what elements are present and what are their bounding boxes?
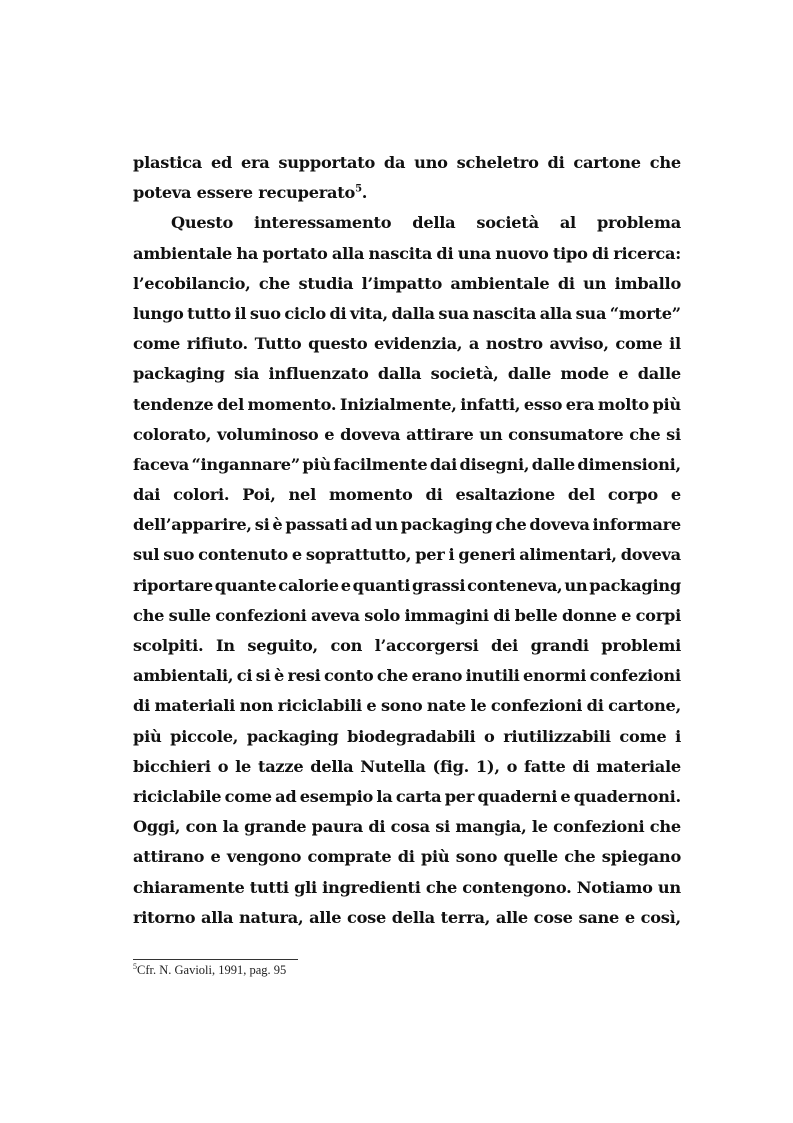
- word: più: [420, 847, 450, 867]
- word: vengono: [226, 847, 302, 867]
- word: di: [133, 696, 150, 716]
- word: seguito,: [247, 636, 318, 655]
- word: confezioni: [589, 666, 681, 686]
- word: che: [258, 273, 291, 293]
- word: quante: [214, 575, 277, 595]
- word: supportato: [278, 153, 376, 172]
- word: ingredienti: [322, 877, 421, 897]
- word: ci: [236, 666, 253, 686]
- word: terra,: [440, 907, 491, 927]
- word: mode: [560, 364, 609, 384]
- word: di: [436, 243, 454, 263]
- word: uno: [414, 153, 448, 172]
- word: dalle: [637, 364, 681, 384]
- text-line: [133, 239, 681, 269]
- word: doveva: [529, 515, 590, 535]
- text-line: [133, 420, 681, 450]
- word: corpi: [635, 605, 681, 625]
- word: società,: [430, 364, 499, 384]
- word: un: [564, 575, 588, 595]
- word: facilmente: [333, 454, 428, 474]
- word: avviso,: [549, 334, 609, 354]
- word: di: [547, 153, 565, 172]
- footnote-reference: 5: [355, 183, 362, 195]
- word: un: [479, 424, 503, 444]
- word: tipo: [552, 243, 588, 263]
- word: come: [615, 334, 663, 354]
- word: doveva: [620, 545, 681, 565]
- word: tazze: [257, 756, 304, 776]
- word: In: [215, 636, 235, 655]
- word: problemi: [601, 636, 681, 655]
- word: grassi: [412, 575, 466, 595]
- word: a: [468, 334, 480, 354]
- word: e: [670, 485, 681, 505]
- word: spiegano: [601, 847, 681, 867]
- word: donne: [561, 605, 617, 625]
- word: bicchieri: [133, 756, 211, 776]
- word: esaltazione: [455, 485, 555, 505]
- word: natura,: [239, 907, 304, 927]
- footnote: [133, 963, 286, 978]
- word: del: [216, 394, 244, 414]
- footnote-divider: [133, 959, 298, 960]
- word: i: [448, 545, 455, 565]
- line-punctuation: .: [361, 183, 368, 203]
- word: packaging: [246, 726, 339, 746]
- word: e: [324, 424, 335, 444]
- word: cose: [533, 907, 573, 927]
- word: con: [330, 636, 363, 655]
- word: Tutto: [254, 334, 302, 354]
- word: momento: [328, 485, 413, 505]
- word: imballo: [614, 273, 681, 293]
- footnote-text: Cfr. N. Gavioli, 1991, pag. 95: [137, 963, 287, 977]
- word: riciclabili: [277, 696, 362, 716]
- word: la: [222, 817, 239, 837]
- word: Oggi,: [133, 817, 181, 837]
- word: dai: [429, 454, 458, 474]
- word: da: [383, 153, 406, 172]
- word: che: [564, 847, 596, 867]
- word: gli: [294, 877, 317, 897]
- word: packaging: [133, 364, 225, 384]
- word: conteneva,: [467, 575, 563, 595]
- word: portato: [262, 243, 328, 263]
- word: Inizialmente,: [339, 394, 457, 414]
- word: attirano: [133, 847, 205, 867]
- word: più: [133, 726, 162, 746]
- text-line: [133, 208, 681, 238]
- word: così,: [640, 907, 681, 927]
- word: si: [435, 817, 450, 837]
- text-line: [133, 601, 681, 631]
- text-line: [133, 571, 681, 601]
- word: tendenze: [133, 394, 214, 414]
- word: informare: [592, 515, 681, 535]
- word: sane: [578, 907, 620, 927]
- word: disegni,: [459, 454, 530, 474]
- word: suo: [249, 303, 281, 323]
- word: ciclo: [284, 303, 326, 323]
- word: riportare: [133, 575, 213, 595]
- word: di: [397, 847, 415, 867]
- word: come: [619, 726, 667, 746]
- word: che: [425, 877, 458, 897]
- word: 1),: [475, 756, 500, 776]
- word: di: [586, 696, 604, 716]
- word: voluminoso: [217, 424, 319, 444]
- word: della: [391, 907, 435, 927]
- word: sul: [133, 545, 160, 565]
- word: cartone,: [608, 696, 681, 716]
- text-line: [133, 691, 681, 721]
- word: ritorno: [133, 907, 196, 927]
- word: con: [185, 817, 218, 837]
- word: che: [649, 153, 681, 172]
- word: alla: [331, 243, 365, 263]
- word: e: [624, 907, 635, 927]
- word: generi: [458, 545, 516, 565]
- text-line: [133, 873, 681, 903]
- text-line: [133, 359, 681, 389]
- word: confezioni: [215, 605, 307, 625]
- word: nate: [426, 696, 466, 716]
- word: enormi: [522, 666, 587, 686]
- word: era: [565, 394, 595, 414]
- word: alla: [539, 303, 572, 323]
- word: sulle: [168, 605, 211, 625]
- word: calorie: [278, 575, 339, 595]
- text-line: [133, 661, 681, 691]
- word: la: [376, 786, 393, 806]
- word: che: [495, 515, 527, 535]
- word: o: [484, 726, 495, 746]
- word: attirare: [406, 424, 474, 444]
- word: un: [374, 515, 398, 535]
- word: che: [629, 424, 661, 444]
- word: soprattutto,: [305, 545, 412, 565]
- word: i: [675, 726, 681, 746]
- word: della: [310, 756, 354, 776]
- word: che: [133, 605, 165, 625]
- word: esso: [523, 394, 563, 414]
- word: packaging: [400, 515, 493, 535]
- word: più: [652, 394, 681, 414]
- word: fatte: [524, 756, 566, 776]
- word: esempio: [299, 786, 374, 806]
- word: o: [506, 756, 518, 776]
- word: di: [557, 273, 575, 293]
- word: suo: [163, 545, 195, 565]
- word: materiale: [596, 756, 681, 776]
- word: sua: [438, 303, 469, 323]
- word: e: [621, 605, 632, 625]
- text-line: [133, 450, 681, 480]
- text-line: [133, 390, 681, 420]
- word: che: [376, 666, 409, 686]
- word: scolpiti.: [133, 636, 204, 655]
- word: dalla: [391, 303, 435, 323]
- word: e: [210, 847, 221, 867]
- word: inutili: [465, 666, 520, 686]
- word: plastica: [133, 153, 203, 172]
- word: interessamento: [254, 213, 392, 233]
- word: dalle: [507, 364, 551, 384]
- word: dalla: [377, 364, 422, 384]
- word: un: [583, 273, 607, 293]
- word: solo: [364, 605, 401, 625]
- word: dei: [491, 636, 519, 655]
- footnote-number: 5: [133, 961, 137, 971]
- word: ad: [275, 786, 297, 806]
- word: doveva: [340, 424, 401, 444]
- text-line: [133, 782, 681, 812]
- word: chiaramente: [133, 877, 245, 897]
- word: di: [591, 243, 609, 263]
- word: rifiuto.: [186, 334, 248, 354]
- word: del: [567, 485, 595, 505]
- text-line: [133, 842, 681, 872]
- word: riutilizzabili: [503, 726, 611, 746]
- word: che: [649, 817, 681, 837]
- word: grandi: [530, 636, 589, 655]
- word: nel: [288, 485, 316, 505]
- word: era: [240, 153, 270, 172]
- word: e: [291, 545, 302, 565]
- text-line: [133, 631, 681, 661]
- word: ambientale: [133, 243, 233, 263]
- word: confezioni: [553, 817, 645, 837]
- word: cosa: [390, 817, 430, 837]
- word: e: [366, 696, 377, 716]
- word: ed: [210, 153, 233, 172]
- word: dimensioni,: [577, 454, 681, 474]
- word: studia: [298, 273, 354, 293]
- word: o: [217, 756, 229, 776]
- word: una: [457, 243, 491, 263]
- word: comprate: [307, 847, 392, 867]
- text-line: [133, 329, 681, 359]
- word: quaderni: [477, 786, 558, 806]
- word: grande: [244, 817, 307, 837]
- word: “ingannare”: [191, 454, 300, 474]
- word: sua: [575, 303, 607, 323]
- word: per: [444, 786, 475, 806]
- word: colorato,: [133, 424, 212, 444]
- word: vita,: [349, 303, 388, 323]
- word: quanti: [352, 575, 411, 595]
- word: le: [470, 696, 487, 716]
- text-line: [133, 480, 681, 510]
- word: come: [133, 334, 181, 354]
- word: nuovo: [495, 243, 549, 263]
- text-line: [133, 722, 681, 752]
- word: sia: [234, 364, 260, 384]
- word: sono: [455, 847, 498, 867]
- word: paura: [311, 817, 363, 837]
- word: si: [666, 424, 681, 444]
- word: evidenzia,: [374, 334, 463, 354]
- text-line: [133, 903, 681, 933]
- text-line: [133, 299, 681, 329]
- word: mangia,: [455, 817, 527, 837]
- text-line: [133, 510, 681, 540]
- word: di: [425, 485, 443, 505]
- word: si: [254, 515, 270, 535]
- word: alle: [495, 907, 528, 927]
- word: si: [255, 666, 271, 686]
- word: come: [224, 786, 272, 806]
- word: non: [239, 696, 274, 716]
- word: Poi,: [242, 485, 276, 505]
- word: “morte”: [609, 303, 681, 323]
- word: tutti: [249, 877, 289, 897]
- word: consumatore: [508, 424, 624, 444]
- word: per: [415, 545, 445, 565]
- word: packaging: [589, 575, 681, 595]
- word: è: [272, 515, 283, 535]
- word: e: [340, 575, 351, 595]
- word: erano: [411, 666, 463, 686]
- word: biodegradabili: [347, 726, 476, 746]
- word: cose: [346, 907, 387, 927]
- word: faceva: [133, 454, 190, 474]
- word: molto: [597, 394, 649, 414]
- word: belle: [514, 605, 558, 625]
- word: momento.: [247, 394, 337, 414]
- text-line: [133, 269, 681, 299]
- word: di: [572, 756, 590, 776]
- word: e: [560, 786, 571, 806]
- text-line: [133, 178, 681, 208]
- word: resi: [287, 666, 321, 686]
- word: riciclabile: [133, 786, 222, 806]
- word: carta: [395, 786, 442, 806]
- word: corpo: [607, 485, 658, 505]
- word: società: [476, 213, 539, 233]
- word: alle: [309, 907, 342, 927]
- word: un: [657, 877, 681, 897]
- word: il: [234, 303, 247, 323]
- word: più: [302, 454, 331, 474]
- word: piccole,: [170, 726, 239, 746]
- word: materiali: [154, 696, 236, 716]
- word: ha: [236, 243, 259, 263]
- word: e: [618, 364, 629, 384]
- word: l’impatto: [361, 273, 443, 293]
- word: nostro: [485, 334, 543, 354]
- word: di: [329, 303, 347, 323]
- word: è: [273, 666, 285, 686]
- word: Notiamo: [576, 877, 653, 897]
- word: colori.: [173, 485, 230, 505]
- word: di: [368, 817, 386, 837]
- word: quelle: [503, 847, 558, 867]
- word: alimentari,: [519, 545, 617, 565]
- document-body: [133, 148, 681, 933]
- text-line: [133, 812, 681, 842]
- word: le: [235, 756, 252, 776]
- word: al: [559, 213, 576, 233]
- word: dai: [133, 485, 161, 505]
- word: infatti,: [460, 394, 521, 414]
- word: le: [531, 817, 548, 837]
- word: dell’apparire,: [133, 515, 252, 535]
- word: (fig.: [432, 756, 470, 776]
- word: tutto: [187, 303, 231, 323]
- text-line: [133, 752, 681, 782]
- text-line: [133, 148, 681, 178]
- word: confezioni: [490, 696, 583, 716]
- word: ad: [350, 515, 372, 535]
- word: problema: [596, 213, 681, 233]
- word: conto: [324, 666, 374, 686]
- text-line: [133, 540, 681, 570]
- word: sono: [380, 696, 423, 716]
- word: ambientale: [450, 273, 550, 293]
- word: ricerca:: [613, 243, 681, 263]
- word: questo: [308, 334, 368, 354]
- word: di: [493, 605, 511, 625]
- word: scheletro: [456, 153, 539, 172]
- line-text: poteva essere recuperato: [133, 183, 356, 203]
- word: quadernoni.: [573, 786, 681, 806]
- word: immagini: [404, 605, 489, 625]
- word: lungo: [133, 303, 184, 323]
- word: contenuto: [198, 545, 288, 565]
- word: influenzato: [268, 364, 369, 384]
- word: alla: [201, 907, 234, 927]
- word: aveva: [310, 605, 360, 625]
- word: l’accorgersi: [374, 636, 479, 655]
- word: l’ecobilancio,: [133, 273, 251, 293]
- word: nascita: [368, 243, 433, 263]
- word: il: [669, 334, 681, 354]
- word: passati: [285, 515, 348, 535]
- word: Questo: [171, 213, 234, 233]
- word: contengono.: [462, 877, 572, 897]
- word: dalle: [531, 454, 575, 474]
- word: della: [412, 213, 456, 233]
- word: Nutella: [360, 756, 426, 776]
- word: ambientali,: [133, 666, 234, 686]
- word: nascita: [472, 303, 537, 323]
- word: cartone: [573, 153, 641, 172]
